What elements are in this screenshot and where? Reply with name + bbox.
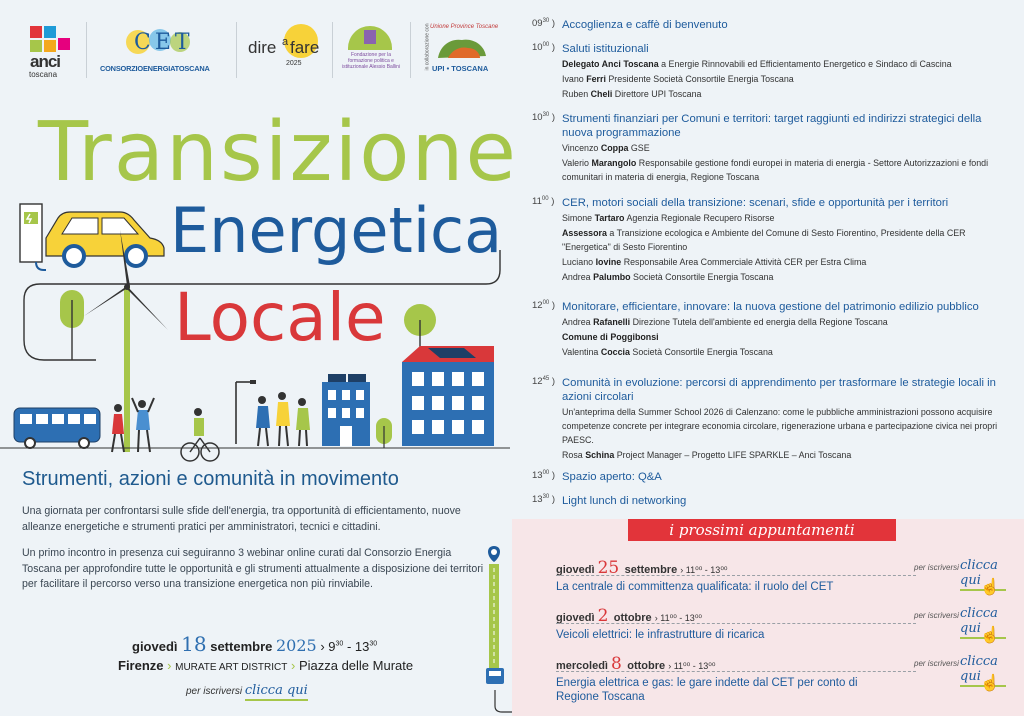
event-register — [186, 683, 308, 698]
agenda-heading: Strumenti finanziari per Comuni e territori: target raggiunti ed indirizzi strategici della nuova programmazione — [562, 113, 982, 139]
upcoming-item: mercoledì 8 ottobre › 11⁰⁰ - 13⁰⁰ per iscriversi clicca qui ☝ Energia elettrica e gas: le gare indette dal CET per conto di Regione Toscana — [556, 654, 1006, 704]
agenda-speaker: Vincenzo Coppa GSE — [562, 143, 650, 153]
description-p2: Un primo incontro in presenza cui seguiranno 3 webinar online curati dal Consorzio Energia Toscana per approfondire tutte le opportunità e gli strumenti attualmente a disposizione dei territori per facilitare il percorso verso una transizione energetica non più rinviabile. — [22, 547, 484, 590]
agenda-speaker: Andrea Palumbo Società Consortile Energia Toscana — [562, 272, 774, 282]
agenda-item — [532, 376, 1012, 462]
agenda-item — [532, 196, 1012, 284]
upcoming-register-link[interactable]: clicca qui — [960, 654, 1006, 687]
agenda-time: $10^{30}$ ) — [532, 112, 556, 124]
event-weekday: giovedì — [132, 639, 178, 654]
pointer-hand-icon[interactable]: ☝ — [980, 675, 1000, 692]
tree-icon — [60, 290, 84, 360]
upcoming-register-label: per iscriversi — [914, 611, 959, 620]
agenda-heading: Saluti istituzionali — [562, 43, 649, 55]
event-date: giovedì 18 settembre 2025 › $9^{30} - 13^{30}$ — [132, 632, 378, 656]
upcoming-register-link[interactable]: clicca qui — [960, 606, 1006, 639]
upcoming-title-text: La centrale di committenza qualificata: il ruolo del CET — [556, 581, 834, 593]
fare-word: fare — [290, 38, 320, 57]
agenda-time: $12^{45}$ ) — [532, 376, 556, 388]
upcoming-register-label: per iscriversi — [914, 563, 959, 572]
agenda-speaker: Ivano Ferri Presidente Società Consortile Energia Toscana — [562, 74, 794, 84]
cet-sub: CONSORZIOENERGIATOSCANA — [100, 64, 210, 73]
upi-word: UPI • TOSCANA — [432, 64, 489, 73]
agenda-speaker: Comune di Poggibonsi — [562, 332, 659, 342]
agenda-time: $11^{00}$ ) — [532, 196, 555, 208]
pedestrians-icon — [256, 392, 310, 446]
pointer-hand-icon[interactable]: ☝ — [980, 627, 1000, 644]
city-illustration — [0, 190, 510, 465]
event-venue: MURATE ART DISTRICT — [175, 662, 288, 673]
event-time-end-min: 30 — [369, 640, 378, 648]
upcoming-title-text: Veicoli elettrici: le infrastrutture di ricarica — [556, 629, 765, 641]
agenda-item — [532, 42, 1012, 101]
fondazione-text: Fondazione per la formazione politica e istituzionale Alessio Ballini — [341, 52, 401, 70]
description-p1: Una giornata per confrontarsi sulle sfide dell'energia, tra opportunità di efficientamento, nuove alleanze energetiche e strumenti pratici per amministratori, tecnici e cittadini. — [22, 505, 461, 533]
upcoming-item: giovedì 2 ottobre › 11⁰⁰ - 13⁰⁰ per iscriversi clicca qui ☝ Veicoli elettrici: le infrastrutture di ricarica — [556, 606, 1006, 642]
agenda-item — [532, 470, 1012, 484]
agenda-speaker: Simone Tartaro Agenzia Regionale Recupero Risorse — [562, 213, 775, 223]
register-label: per iscriversi — [186, 686, 243, 697]
cet-wordmark: CET — [134, 30, 194, 55]
upcoming-register-link[interactable]: clicca qui — [960, 558, 1006, 591]
agenda-time: $13^{00}$ ) — [532, 470, 556, 482]
upcoming-item: giovedì 25 settembre › 11⁰⁰ - 13⁰⁰ per iscriversi clicca qui ☝ La centrale di committenza qualificata: il ruolo del CET — [556, 558, 1006, 594]
solar-building-icon — [402, 346, 494, 446]
agenda-heading: Spazio aperto: Q&A — [562, 471, 662, 483]
agenda-speaker: Andrea Rafanelli Direzione Tutela dell'ambiente ed energia della Regione Toscana — [562, 317, 888, 327]
agenda-heading: Light lunch di networking — [562, 495, 687, 507]
agenda-speaker: Rosa Schina Project Manager – Progetto LIFE SPARKLE – Anci Toscana — [562, 450, 852, 460]
agenda-time: $09^{30}$ ) — [532, 18, 556, 30]
agenda-speaker: Ruben Cheli Direttore UPI Toscana — [562, 89, 702, 99]
agenda-speaker: Delegato Anci Toscana a Energie Rinnovabili ed Efficientamento Energetico e Sindaco di Cascina — [562, 59, 952, 69]
event-month: settembre — [210, 639, 273, 654]
event-day: 18 — [181, 632, 207, 656]
event-square: Piazza delle Murate — [298, 658, 414, 673]
agenda-speaker: Valentina Coccia Società Consortile Energia Toscana — [562, 347, 773, 357]
subtitle: Strumenti, azioni e comunità in movimento — [22, 468, 399, 490]
event-time-start-min: 30 — [335, 640, 344, 648]
logo-dire-fare: dire a fare 2025 — [246, 30, 324, 76]
bus-icon — [14, 408, 100, 448]
event-city: Firenze — [118, 658, 164, 673]
dire-year: 2025 — [286, 60, 302, 67]
title-line-2: Energetica — [170, 194, 503, 267]
building-icon — [322, 374, 370, 446]
agenda-speaker: Luciano Iovine Responsabile Area Commerciale Attività CER per Estra Clima — [562, 257, 867, 267]
upcoming-title-text: Energia elettrica e gas: le gare indette dal CET per conto di Regione Toscana — [556, 677, 858, 703]
agenda-heading: Accoglienza e caffè di benvenuto — [562, 19, 728, 31]
logo-upi — [418, 22, 498, 82]
title-line-1: Transizione — [38, 105, 518, 200]
logo-cet — [96, 24, 226, 80]
event-time-end: 13 — [354, 639, 370, 654]
agenda-item — [532, 18, 1012, 32]
agenda-time: $10^{00}$ ) — [532, 42, 556, 54]
people-icon — [112, 398, 154, 452]
anci-sub: toscana — [29, 70, 58, 79]
upcoming-title: i prossimi appuntamenti — [628, 519, 896, 541]
agenda-speaker: Valerio Marangolo Responsabile gestione fondi europei in materia di energia - Settore Autorizzazioni e fondi comunitari in materia di energia, Regione Toscana — [562, 158, 989, 182]
event-location: Firenze › MURATE ART DISTRICT › Piazza delle Murate — [118, 658, 414, 673]
dire-word: dire — [248, 38, 277, 57]
tree-icon — [376, 418, 392, 448]
agenda-item — [532, 112, 1012, 184]
charging-station-icon — [20, 204, 46, 270]
event-sep: › — [320, 639, 325, 654]
upi-top: Unione Province Toscane — [430, 24, 499, 30]
upi-collab: in collaborazione con — [424, 23, 431, 71]
anci-wordmark: anci — [30, 52, 61, 71]
event-time-start: 9 — [328, 639, 336, 654]
upcoming-register-label: per iscriversi — [914, 659, 959, 668]
agenda-heading: Monitorare, efficientare, innovare: la nuova gestione del patrimonio edilizio pubblico — [562, 301, 979, 313]
logo-fondazione — [340, 24, 402, 80]
agenda-heading: CER, motori sociali della transizione: scenari, sfide e opportunità per i territori — [562, 197, 949, 209]
cyclist-icon — [181, 408, 219, 461]
logo-anci — [26, 26, 76, 80]
agenda-item — [532, 300, 1012, 359]
upi-map-icon — [432, 34, 492, 62]
agenda-speaker: Assessora a Transizione ecologica e Ambiente del Comune di Sesto Fiorentino, Presidente della CER "Energetica" di Sesto Fiorentino — [562, 228, 966, 252]
register-link[interactable]: clicca qui — [245, 683, 308, 701]
pointer-hand-icon[interactable]: ☝ — [980, 579, 1000, 596]
event-year: 2025 — [275, 636, 317, 655]
electric-car-icon — [46, 212, 164, 266]
agenda-time: $13^{30}$ ) — [532, 494, 556, 506]
agenda-item — [532, 494, 1012, 508]
agenda-time: $12^{00}$ ) — [532, 300, 556, 312]
title-line-3: Locale — [174, 279, 386, 356]
agenda-heading: Comunità in evoluzione: percorsi di apprendimento per trasformare le strategie locali in azioni circolari — [562, 377, 996, 403]
agenda-speaker: Un'anteprima della Summer School 2026 di Calenzano: come le pubbliche amministrazioni possono acquisire competenze concrete per integrare economia circolare, rigenerazione urbana e partecipazione civica nei propri PAESC. — [562, 407, 998, 445]
street-lamp-icon — [236, 380, 256, 444]
